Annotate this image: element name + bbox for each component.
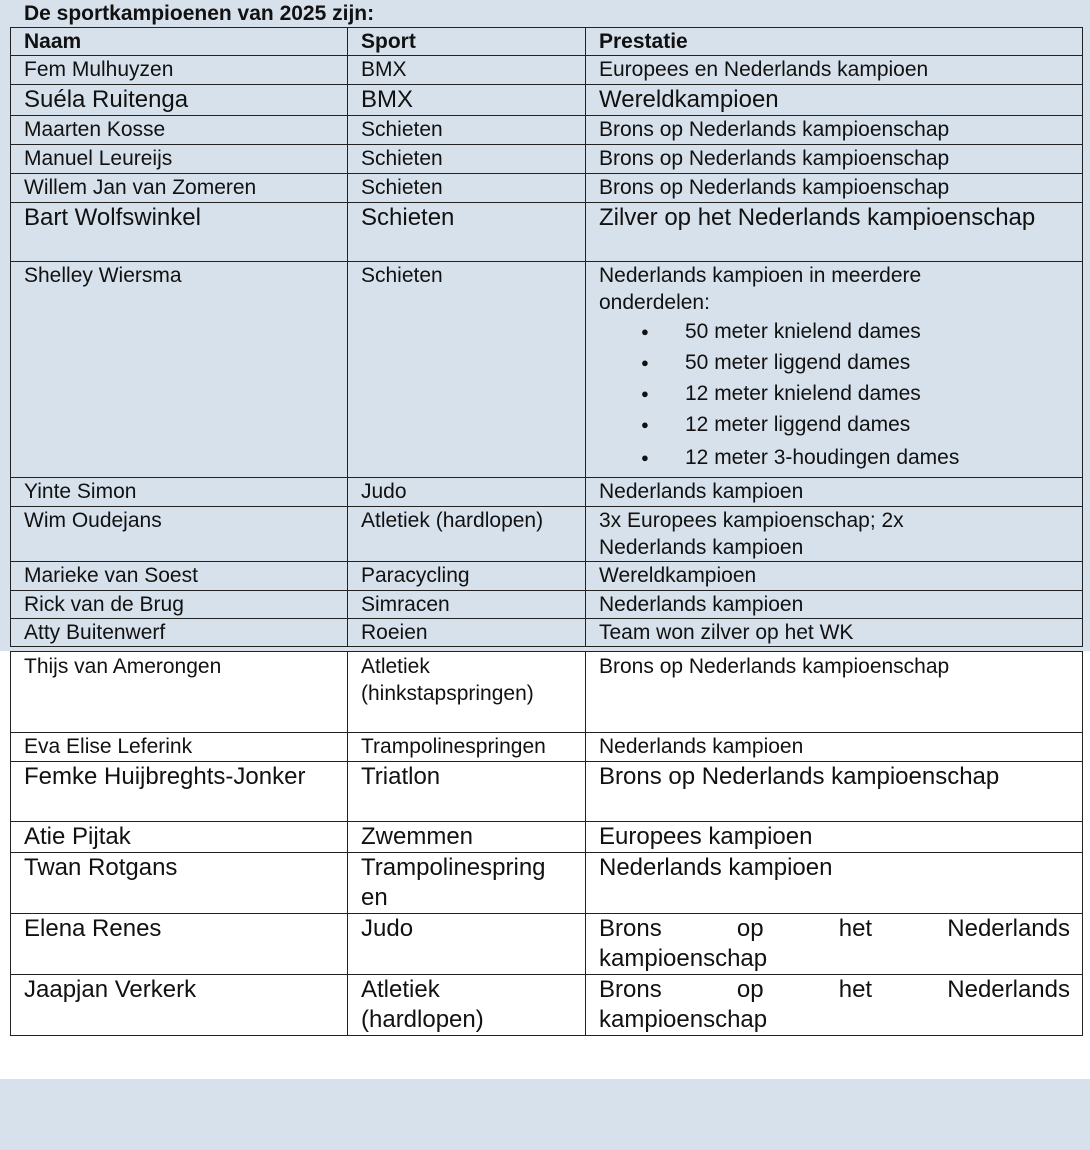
cell-name: Elena Renes <box>11 914 348 975</box>
cell-sport: Schieten <box>348 174 586 203</box>
cell-achievement: 3x Europees kampioenschap; 2x Nederlands kampioen <box>586 507 1083 562</box>
cell-name: Willem Jan van Zomeren <box>11 174 348 203</box>
cell-achievement: Brons op Nederlands kampioenschap <box>586 652 1083 733</box>
cell-name: Atie Pijtak <box>11 822 348 853</box>
list-item: ● 12 meter knielend dames <box>685 378 1082 409</box>
table-row <box>11 591 1083 619</box>
table-row <box>11 853 1083 914</box>
cell-achievement: Wereldkampioen <box>586 562 1083 591</box>
table-row <box>11 733 1083 762</box>
table-row <box>11 174 1083 203</box>
cell-achievement <box>586 914 1083 975</box>
cell-name: Thijs van Amerongen <box>11 652 348 733</box>
table-row <box>11 619 1083 647</box>
cell-sport: Atletiek (hardlopen) <box>348 975 586 1036</box>
table-row <box>11 822 1083 853</box>
cell-name: Jaapjan Verkerk <box>11 975 348 1036</box>
cell-name: Femke Huijbreghts-Jonker <box>11 762 348 822</box>
cell-achievement <box>586 975 1083 1036</box>
table-row <box>11 85 1083 116</box>
list-item: ● 50 meter liggend dames <box>685 347 1082 378</box>
cell-achievement: Nederlands kampioen <box>586 853 1083 914</box>
cell-name: Atty Buitenwerf <box>11 619 348 647</box>
cell-sport: Paracycling <box>348 562 586 591</box>
column-header-sport: Sport <box>348 28 586 56</box>
cell-achievement: Zilver op het Nederlands kampioenschap <box>586 203 1083 262</box>
cell-sport: Schieten <box>348 116 586 145</box>
cell-name: Yinte Simon <box>11 478 348 507</box>
cell-name: Marieke van Soest <box>11 562 348 591</box>
cell-name: Manuel Leureijs <box>11 145 348 174</box>
table-header-row <box>11 28 1083 56</box>
cell-achievement: Nederlands kampioen <box>586 733 1083 762</box>
table-row <box>11 562 1083 591</box>
cell-achievement: Europees kampioen <box>586 822 1083 853</box>
cell-sport: Trampolinespringen <box>348 733 586 762</box>
cell-sport: Roeien <box>348 619 586 647</box>
cell-sport: BMX <box>348 56 586 85</box>
list-item: ● 12 meter liggend dames <box>685 409 1082 440</box>
table-row <box>11 145 1083 174</box>
cell-sport: Schieten <box>348 203 586 262</box>
cell-name: Bart Wolfswinkel <box>11 203 348 262</box>
achievement-line: Brons op het Nederlands <box>599 915 1070 942</box>
table-row <box>11 116 1083 145</box>
table-row <box>11 914 1083 975</box>
cell-achievement: Brons op Nederlands kampioenschap <box>586 762 1083 822</box>
cell-name: Shelley Wiersma <box>11 262 348 478</box>
cell-sport: Trampolinespring en <box>348 853 586 914</box>
cell-sport: Zwemmen <box>348 822 586 853</box>
table-row <box>11 56 1083 85</box>
achievement-line: kampioenschap <box>599 1006 768 1033</box>
cell-name: Wim Oudejans <box>11 507 348 562</box>
cell-name: Maarten Kosse <box>11 116 348 145</box>
cell-sport: Triatlon <box>348 762 586 822</box>
column-header-name: Naam <box>11 28 348 56</box>
table-row <box>11 652 1083 733</box>
table-row <box>11 262 1083 478</box>
column-header-achievement: Prestatie <box>586 28 1083 56</box>
cell-name: Twan Rotgans <box>11 853 348 914</box>
cell-sport: BMX <box>348 85 586 116</box>
cell-name: Rick van de Brug <box>11 591 348 619</box>
cell-achievement: Wereldkampioen <box>586 85 1083 116</box>
cell-sport: Atletiek (hinkstapspringen) <box>348 652 586 733</box>
cell-achievement: Europees en Nederlands kampioen <box>586 56 1083 85</box>
cell-name: Fem Mulhuyzen <box>11 56 348 85</box>
cell-achievement <box>586 262 1083 478</box>
table-row <box>11 478 1083 507</box>
discipline-list <box>599 316 1082 476</box>
cell-achievement: Brons op Nederlands kampioenschap <box>586 174 1083 203</box>
cell-achievement: Team won zilver op het WK <box>586 619 1083 647</box>
table-row <box>11 762 1083 822</box>
achievement-line: kampioenschap <box>599 945 768 972</box>
list-item: ● 50 meter knielend dames <box>685 316 1082 347</box>
cell-sport: Schieten <box>348 145 586 174</box>
page-heading: De sportkampioenen van 2025 zijn: <box>24 2 375 25</box>
cell-achievement: Nederlands kampioen <box>586 591 1083 619</box>
champions-table <box>10 27 1083 1036</box>
cell-sport: Simracen <box>348 591 586 619</box>
table-row <box>11 203 1083 262</box>
cell-sport: Schieten <box>348 262 586 478</box>
list-item: ● 12 meter 3-houdingen dames <box>685 440 1082 476</box>
cell-sport: Judo <box>348 478 586 507</box>
cell-achievement: Brons op Nederlands kampioenschap <box>586 145 1083 174</box>
cell-achievement: Nederlands kampioen <box>586 478 1083 507</box>
cell-name: Eva Elise Leferink <box>11 733 348 762</box>
achievement-line: Brons op het Nederlands <box>599 976 1070 1003</box>
table-row <box>11 975 1083 1036</box>
cell-sport: Judo <box>348 914 586 975</box>
cell-sport: Atletiek (hardlopen) <box>348 507 586 562</box>
cell-achievement: Brons op Nederlands kampioenschap <box>586 116 1083 145</box>
achievement-intro: Nederlands kampioen in meerdere onderdelen: <box>599 264 922 314</box>
cell-name: Suéla Ruitenga <box>11 85 348 116</box>
table-row <box>11 507 1083 562</box>
